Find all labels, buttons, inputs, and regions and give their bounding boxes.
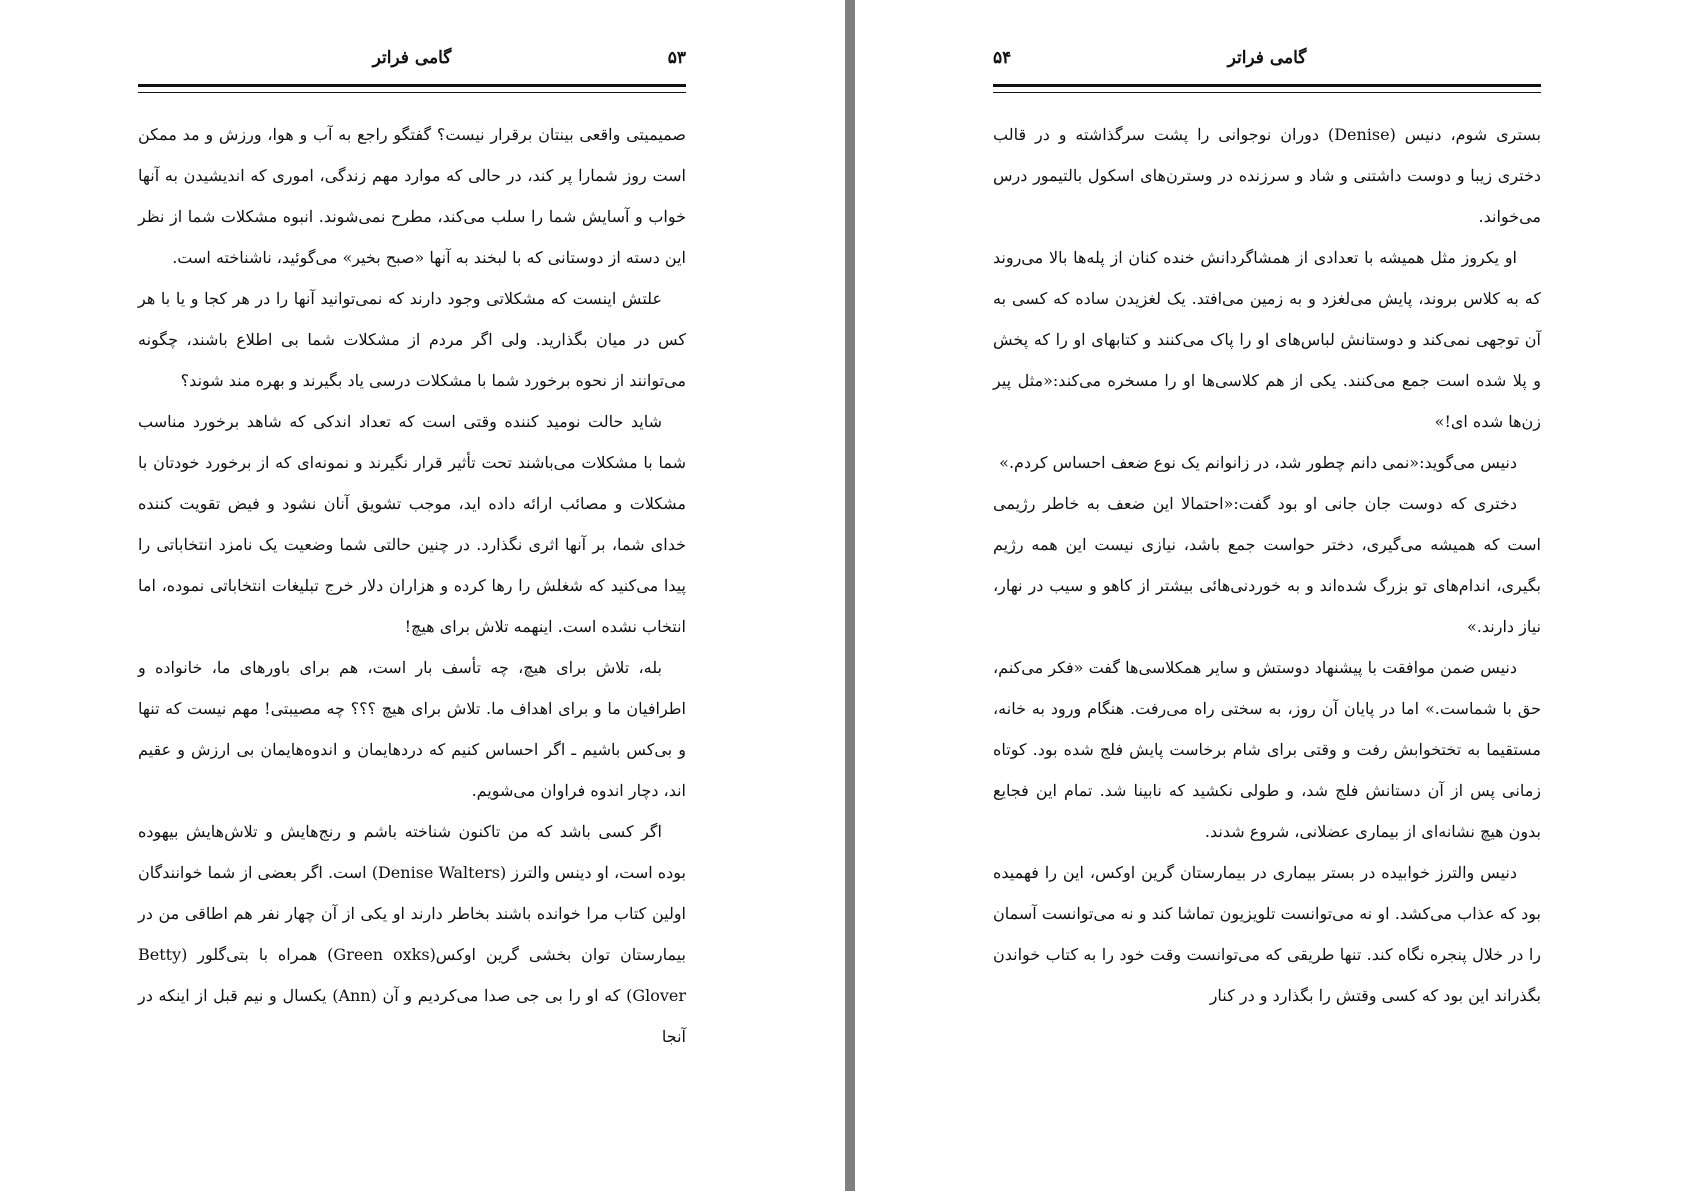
paragraph: دنیس ضمن موافقت با پیشنهاد دوستش و سایر همکلاسی‌ها گفت «فکر می‌کنم، حق با شماست.» اما در پایان آن روز، به سختی راه می‌رفت. هنگام ورود به خانه، مستقیما به تختخوابش رفت و وقتی برای شام برخاست پایش فلج شده بود. کوتاه زمانی پس از آن دستانش فلج شد، و طولی نکشید که نابینا شد. تمام این فجایع بدون هیچ نشانه‌ای از بیماری عضلانی، شروع شدند.	[993, 658, 1541, 841]
paragraph: بستری شوم، دنیس (Denise) دوران نوجوانی را پشت سرگذاشته و در قالب دختری زیبا و دوست داشتنی و شاد و سرزنده در وسترن‌های اسکول بالتیمور درس می‌خواند.	[993, 125, 1542, 226]
right-page-number: ۵۴	[993, 48, 1012, 68]
paragraph: صمیمیتی واقعی بینتان برقرار نیست؟ گفتگو راجع به آب و هوا، ورزش و مد ممکن است روز شمارا پر کند، در حالی که موارد مهم زندگی، اموری که اندیشیدن به آنها خواب و آسایش شما را سلب می‌کند، مطرح نمی‌شوند. انبوه مشکلات شما از نظر این دسته از دوستانی که با لبخند به آنها «صبح بخیر» می‌گوئید، ناشناخته است.	[138, 125, 687, 267]
left-page-title: گامی فراتر	[372, 48, 452, 68]
paragraph: بله، تلاش برای هیچ، چه تأسف بار است، هم برای باورهای ما، خانواده و اطرافیان ما و برای اهداف ما. تلاش برای هیچ ؟؟؟ چه مصیبتی! مهم نیست که تنها و بی‌کس باشیم ـ اگر احساس کنیم که دردهایمان و اندوه‌هایمان بی ارزش و عقیم اند، دچار اندوه فراوان می‌شویم.	[138, 658, 686, 800]
left-page-header	[138, 44, 686, 74]
paragraph: شاید حالت نومید کننده وقتی است که تعداد اندکی که شاهد برخورد مناسب شما با مشکلات می‌باشند تحت تأثیر قرار نگیرند و نمونه‌ای که از برخورد خودتان با مشکلات و مصائب ارائه داده اید، موجب تشویق آنان نشود و فیض تقویت کننده خدای شما، بر آنها اثری نگذارد. در چنین حالتی شما وضعیت یک نامزد انتخاباتی را پیدا می‌کنید که شغلش را رها کرده و هزاران دلار خرج تبلیغات انتخاباتی نموده، اما انتخاب نشده است. اینهمه تلاش برای هیچ!	[138, 412, 686, 636]
page-gutter	[845, 0, 855, 1191]
paragraph: دنیس والترز خوابیده در بستر بیماری در بیمارستان گرین اوکس، این را فهمیده بود که عذاب می‌کشد. او نه می‌توانست تلویزیون تماشا کند و نه می‌توانست آسمان را در خلال پنجره نگاه کند. تنها طریقی که می‌توانست وقت خود را به کتاب خواندن بگذراند این بود که کسی وقتش را بگذارد و در کنار	[993, 863, 1541, 1005]
right-header-rule	[993, 84, 1541, 93]
left-page	[0, 0, 845, 1191]
paragraph: دختری که دوست جان جانی او بود گفت:«احتمالا این ضعف به خاطر رژیمی است که همیشه می‌گیری، دختر حواست جمع باشد، نیازی نیست این همه رژیم بگیری، اندام‌های تو بزرگ شده‌اند و به خوردنی‌هائی بیشتر از کاهو و سیب در نهار، نیاز دارند.»	[993, 494, 1541, 636]
right-page-header	[993, 44, 1541, 74]
paragraph: او یکروز مثل همیشه با تعدادی از همشاگردانش خنده کنان از پله‌ها بالا می‌روند که به کلاس بروند، پایش می‌لغزد و به زمین می‌افتد. یک لغزیدن ساده که کسی به آن توجهی نمی‌کند و دوستانش لباس‌های او را پاک می‌کنند و کتابهای او را که پخش و پلا شده است جمع می‌کنند. یکی از هم کلاسی‌ها او را مسخره می‌کند:«مثل پیر زن‌ها شده ای!»	[993, 248, 1541, 431]
left-header-rule	[138, 84, 686, 93]
right-page	[855, 0, 1695, 1191]
paragraph: علتش اینست که مشکلاتی وجود دارند که نمی‌توانید آنها را در هر کجا و یا با هر کس در میان بگذارید. ولی اگر مردم از مشکلات شما بی اطلاع باشند، چگونه می‌توانند از نحوه برخورد شما با مشکلات درسی یاد بگیرند و بهره مند شوند؟	[138, 289, 686, 390]
paragraph: اگر کسی باشد که من تاکنون شناخته باشم و رنج‌هایش و تلاش‌هایش بیهوده بوده است، او دینس والترز (Denise Walters) است. اگر بعضی از شما خوانندگان اولین کتاب مرا خوانده باشند بخاطر دارند او یکی از آن چهار نفر هم اطاقی من در بیمارستان توان بخشی گرین اوکس(Green oxks) همراه با بتی‌گلور (Betty Glover) که او را بی جی صدا می‌کردیم و آن (Ann) یکسال و نیم قبل از اینکه در آنجا	[138, 822, 687, 1046]
paragraph: دنیس می‌گوید:«نمی دانم چطور شد، در زانوانم یک نوع ضعف احساس کردم.»	[999, 453, 1517, 472]
right-page-body	[993, 114, 1541, 1016]
right-page-title: گامی فراتر	[1227, 48, 1307, 68]
left-page-number: ۵۳	[667, 48, 686, 68]
left-page-body	[138, 114, 686, 1057]
